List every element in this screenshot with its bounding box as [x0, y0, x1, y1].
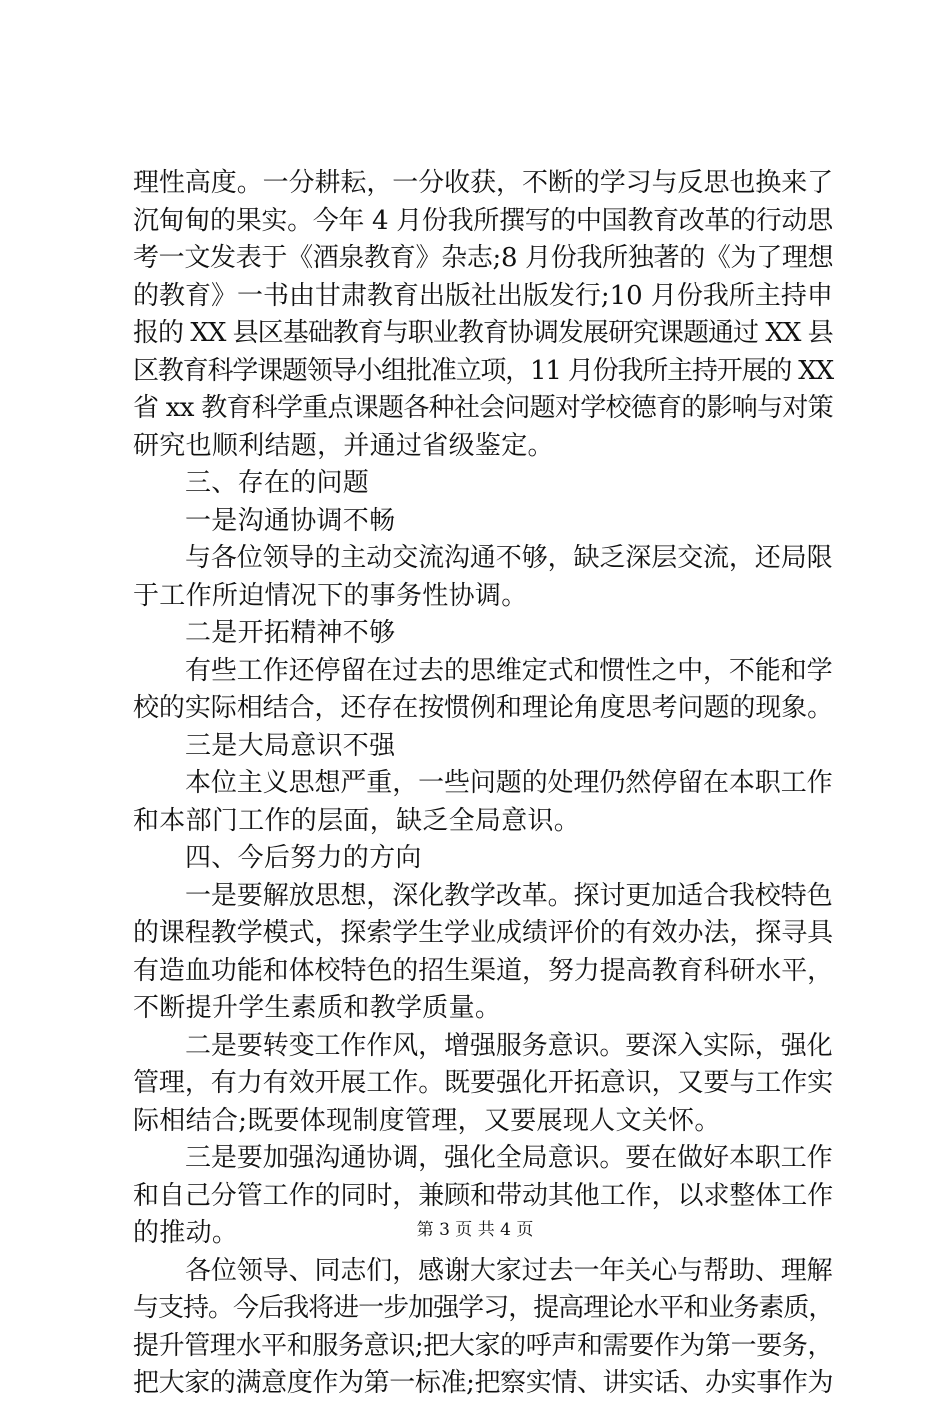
text-line: 二是要转变工作作风，增强服务意识。要深入实际，强化	[185, 1030, 833, 1061]
text-line: 与支持。今后我将进一步加强学习，提高理论水平和业务素质，	[133, 1293, 834, 1323]
text-line: 与各位领导的主动交流沟通不够，缺乏深层交流，还局限	[185, 543, 833, 573]
text-line: 于工作所迫情况下的事务性协调。	[133, 580, 528, 611]
text-line: 区教育科学课题领导小组批准立项，11 月份我所主持开展的 XX	[133, 355, 833, 386]
text-line: 四、今后努力的方向	[185, 843, 422, 873]
text-line: 不断提升学生素质和教学质量。	[133, 993, 502, 1023]
text-line: 本位主义思想严重，一些问题的处理仍然停留在本职工作	[185, 768, 833, 798]
text-line: 的推动。	[133, 1218, 239, 1248]
text-line: 和本部门工作的层面，缺乏全局意识。	[133, 805, 581, 836]
document-body	[133, 165, 833, 1403]
text-line: 沉甸甸的果实。今年 4 月份我所撰写的中国教育改革的行动思	[133, 205, 833, 236]
text-line: 各位领导、同志们，感谢大家过去一年关心与帮助、理解	[185, 1255, 833, 1286]
text-line: 有些工作还停留在过去的思维定式和惯性之中，不能和学	[185, 655, 833, 686]
text-line: 一是沟通协调不畅	[185, 505, 396, 536]
text-line: 二是开拓精神不够	[185, 618, 396, 648]
text-line: 际相结合;既要体现制度管理，又要展现人文关怀。	[133, 1105, 721, 1136]
text-line: 提升管理水平和服务意识;把大家的呼声和需要作为第一要务，	[133, 1330, 834, 1361]
text-line: 的课程教学模式，探索学生学业成绩评价的有效办法，探寻具	[133, 918, 834, 948]
text-line: 三是大局意识不强	[185, 730, 396, 761]
text-line: 研究也顺利结题，并通过省级鉴定。	[133, 430, 554, 461]
text-line: 报的 XX 县区基础教育与职业教育协调发展研究课题通过 XX 县	[133, 318, 833, 348]
text-line: 考一文发表于《酒泉教育》杂志;8 月份我所独著的《为了理想	[133, 243, 834, 273]
text-line: 三是要加强沟通协调，强化全局意识。要在做好本职工作	[185, 1143, 833, 1173]
text-line: 理性高度。一分耕耘，一分收获，不断的学习与反思也换来了	[133, 168, 834, 198]
text-line: 校的实际相结合，还存在按惯例和理论角度思考问题的现象。	[133, 693, 834, 723]
text-line: 把大家的满意度作为第一标准;把察实情、讲实话、办实事作为	[133, 1368, 834, 1398]
text-line: 一是要解放思想，深化教学改革。探讨更加适合我校特色	[185, 880, 833, 911]
page-number-footer: 第 3 页 共 4 页	[416, 1220, 534, 1240]
text-line: 有造血功能和体校特色的招生渠道，努力提高教育科研水平，	[133, 955, 834, 986]
text-line: 和自己分管工作的同时，兼顾和带动其他工作，以求整体工作	[133, 1180, 834, 1211]
text-line: 管理，有力有效开展工作。既要强化开拓意识，又要与工作实	[133, 1068, 834, 1098]
text-line: 的教育》一书由甘肃教育出版社出版发行;10 月份我所主持申	[133, 280, 833, 311]
text-line: 三、存在的问题	[185, 468, 370, 498]
text-line: 省 xx 教育科学重点课题各种社会问题对学校德育的影响与对策	[133, 393, 833, 423]
